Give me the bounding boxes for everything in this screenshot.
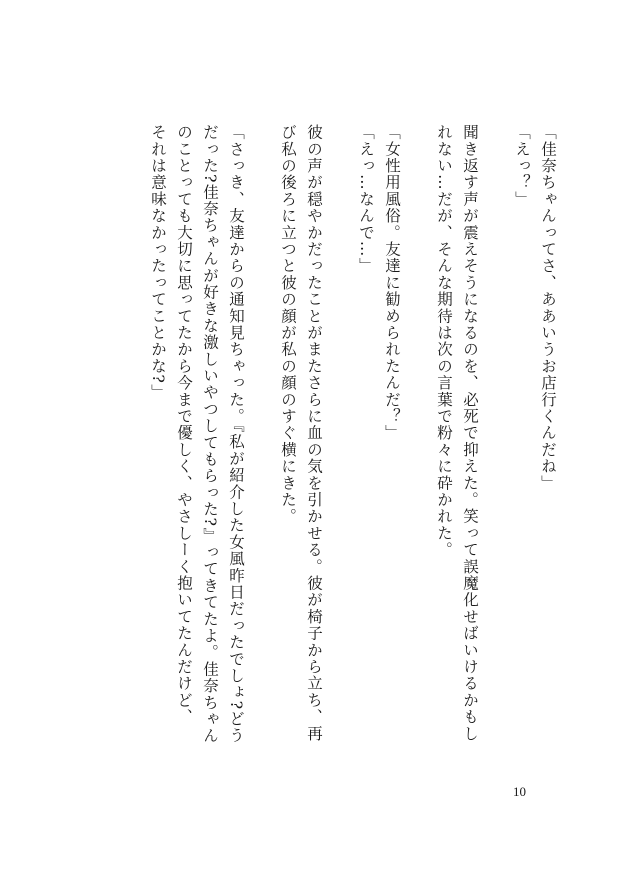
text-line: 「さっき、友達からの通知見ちゃった。『私が紹介した女風昨日だったでしょ?どう: [227, 124, 245, 744]
paragraph-gap: [327, 124, 353, 784]
text-line: 聞き返す声が震えそうになるのを、必死で抑えた。笑って誤魔化せばいけるかもし: [461, 124, 479, 742]
text-line: それは意味なかったってことかな?」: [149, 124, 167, 401]
vertical-text-body: [145, 124, 561, 784]
paragraph-gap: [405, 124, 431, 784]
text-line: び私の後ろに立つと彼の顔が私の顔のすぐ横にきた。: [279, 124, 297, 525]
text-line: 「えっ…なんで…」: [357, 124, 375, 275]
text-line: のことっても大切に思ってたから今まで優しく、やさしーく抱いてたんだけど、: [175, 124, 193, 726]
text-line: 「えっ？」: [513, 124, 531, 208]
paragraph-gap: [483, 124, 509, 784]
page-number: 10: [513, 784, 526, 799]
paragraph-gap: [249, 124, 275, 784]
text-line: 彼の声が穏やかだったことがまたさらに血の気を引かせる。彼が椅子から立ち、再: [305, 124, 323, 742]
text-line: れない…だが、そんな期待は次の言葉で粉々に砕かれた。: [435, 124, 453, 559]
text-line: 「女性用風俗。友達に勧められたんだ？」: [383, 124, 401, 442]
text-line: 「佳奈ちゃんってさ、ああいうお店行くんだね」: [539, 124, 557, 492]
text-line: だった?佳奈ちゃんが好きな激しいやつしてもらった?』ってきてたよ。佳奈ちゃん: [201, 124, 219, 745]
